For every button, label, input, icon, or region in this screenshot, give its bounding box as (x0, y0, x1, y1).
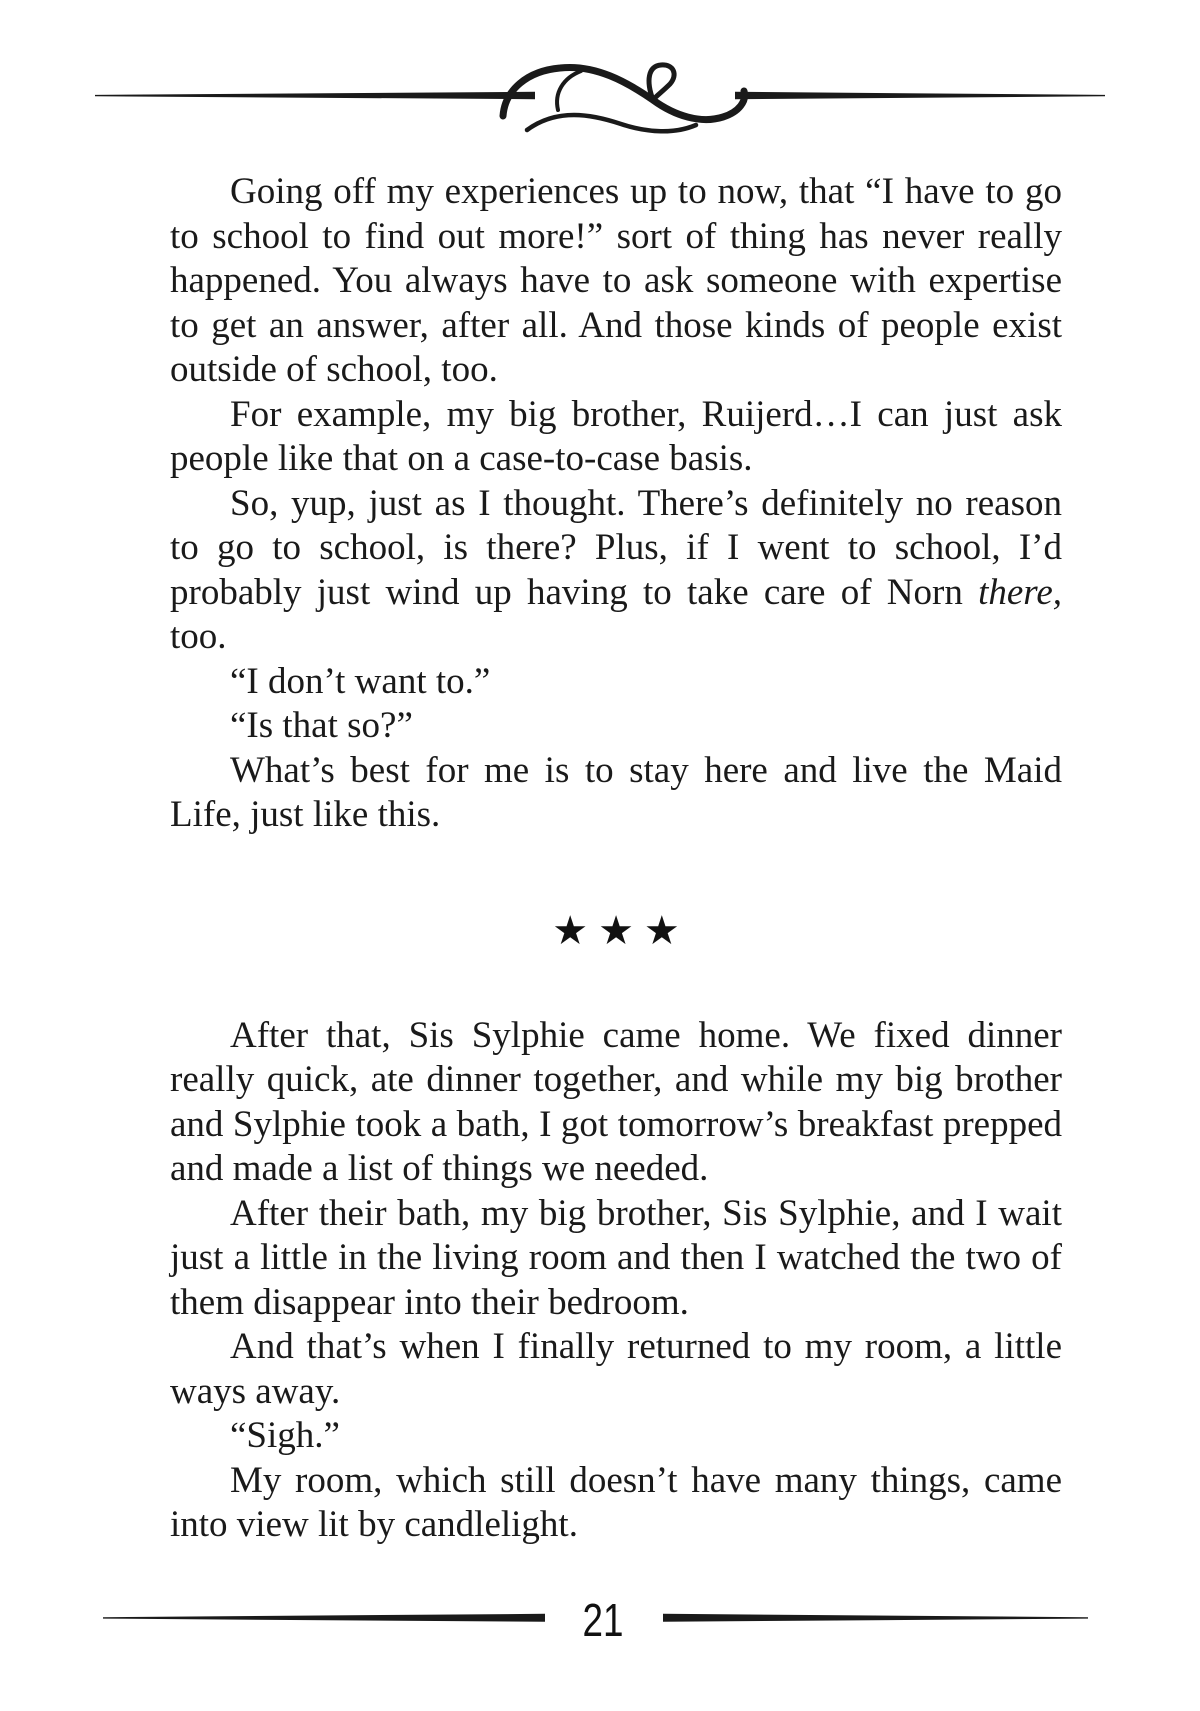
paragraph-6: What’s best for me is to stay here and live the Maid Life, just like this. (170, 749, 1062, 835)
paragraph-9: And that’s when I finally returned to my room, a little ways away. (170, 1326, 1062, 1412)
paragraph-1: Going off my experiences up to now, that “I have to go to school to find out more!” sort of thing has never really happened. You always have to ask someone with expertise to get an answer, after all. And those kinds of people exist outside of school, too. (170, 171, 1062, 390)
header-rule-graphic (95, 46, 1105, 146)
paragraph-11: My room, which still doesn’t have many things, came into view lit by candlelight. (170, 1459, 1062, 1545)
page-body (170, 170, 1062, 1548)
paragraph-3 (170, 482, 1062, 660)
footer-rule-right (663, 1612, 1088, 1624)
paragraph-10-dialogue: “Sigh.” (230, 1415, 340, 1456)
paragraph-7: After that, Sis Sylphie came home. We fixed dinner really quick, ate dinner together, and while my big brother and Sylphie took a bath, I got tomorrow’s breakfast prepped and made a list of things we needed. (170, 1014, 1062, 1189)
paragraph-3-lead: So, yup, just as I thought. There’s definitely no reason to go to school, is there? Plus, if I went to school, I’d probably just wind up having to take care of Norn (170, 482, 1062, 613)
paragraph-8: After their bath, my big brother, Sis Sylphie, and I wait just a little in the living room and then I watched the two of them disappear into their bedroom. (170, 1192, 1062, 1323)
footer-rule-right-graphic (663, 1612, 1088, 1624)
paragraph-5-dialogue: “Is that so?” (230, 705, 413, 746)
paragraph-2: For example, my big brother, Ruijerd…I can just ask people like that on a case-to-case basis. (170, 393, 1062, 479)
scene-break-stars: ★★★ (552, 907, 690, 954)
paragraph-4-dialogue: “I don’t want to.” (230, 660, 491, 702)
paragraph-3-tail: too. (170, 616, 227, 657)
page-number: 21 (582, 1594, 624, 1646)
footer-rule-left-graphic (103, 1612, 545, 1624)
paragraph-3-emphasis: there, (978, 571, 1062, 613)
header-flourish-ornament (95, 46, 1105, 146)
footer-rule-left (103, 1612, 545, 1624)
